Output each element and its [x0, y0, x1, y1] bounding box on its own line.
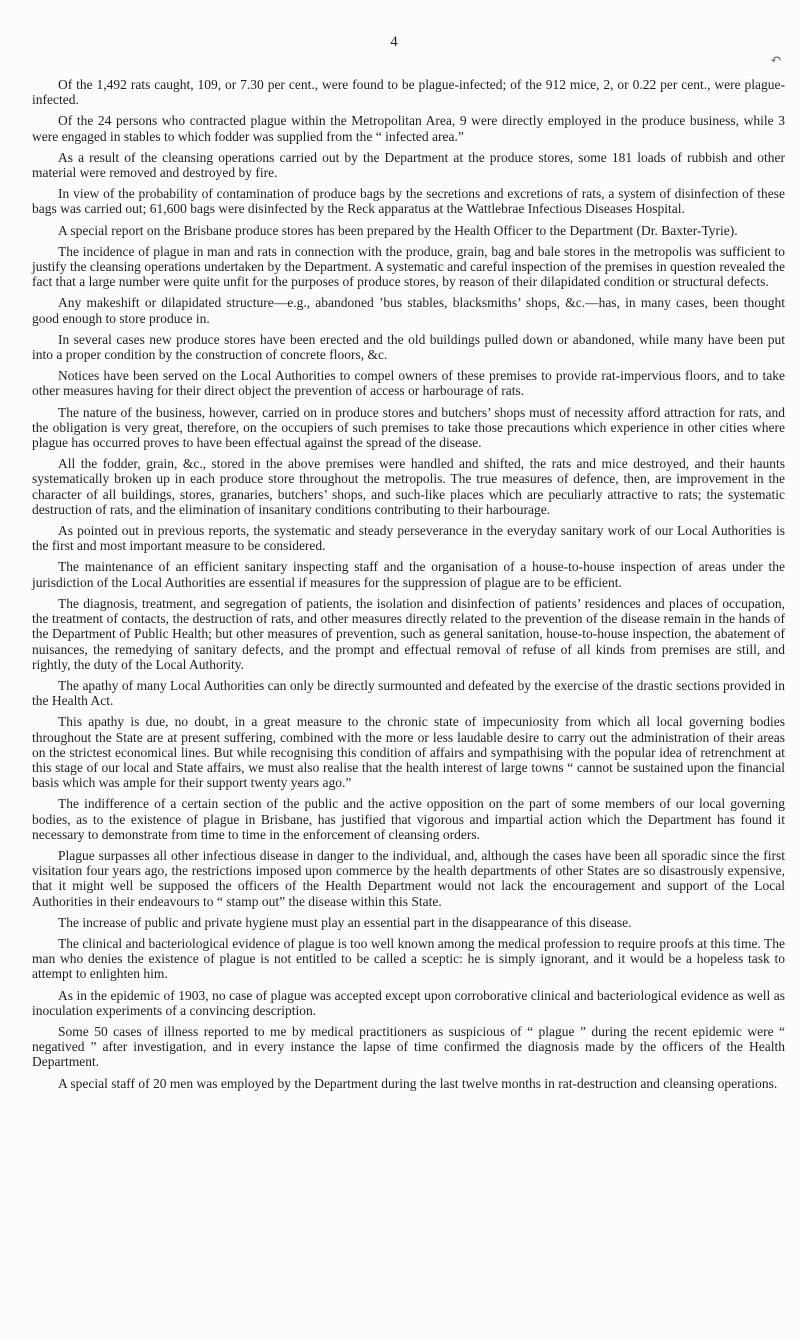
paragraph: Notices have been served on the Local Authorities to compel owners of these premises to provide rat-impervious floors, and to take other measures having for their direct object the prevention of access or harbourage of rats.: [32, 368, 785, 399]
body-text: [32, 77, 785, 1097]
paragraph: In several cases new produce stores have been erected and the old buildings pulled down or abandoned, while many have been put into a proper condition by the construction of concrete floors, &c.: [32, 331, 785, 363]
paragraph: In view of the probability of contamination of produce bags by the secretions and excretions of rats, a system of disinfection of these bags was carried out; 61,600 bags were disinfected by the Reck apparatus at the Wattlebrae Infectious Diseases Hospital.: [32, 186, 785, 217]
paragraph: A special staff of 20 men was employed by the Department during the last twelve months in rat-destruction and cleansing operations.: [58, 1075, 778, 1091]
paragraph: Any makeshift or dilapidated structure—e.g., abandoned ’bus stables, blacksmiths’ shops, &c.—has, in many cases, been thought good enough to store produce in.: [32, 295, 785, 326]
paragraph: The apathy of many Local Authorities can only be directly surmounted and defeated by the exercise of the drastic sections provided in the Health Act.: [32, 677, 785, 709]
corner-annotation-mark: ↶: [770, 53, 782, 68]
paragraph: The incidence of plague in man and rats in connection with the produce, grain, bag and bale stores in the metropolis was sufficient to justify the cleansing operations undertaken by the Department. A systematic and careful inspection of the premises in question revealed the fact that a large number were quite unfit for the purposes of produce stores, by reason of their dilapidated condition or structural defects.: [32, 243, 785, 290]
paragraph: Plague surpasses all other infectious disease in danger to the individual, and, although the cases have been all sporadic since the first visitation four years ago, the restrictions imposed upon commerce by the health departments of other States are so disastrously expensive, that it might well be supposed the officers of the Health Department would not lack the encouragement and support of the Local Authorities in their endeavours to “ stamp out” the disease within this State.: [32, 847, 785, 909]
paragraph: As pointed out in previous reports, the systematic and steady perseverance in the everyday sanitary work of our Local Authorities is the first and most important measure to be considered.: [32, 523, 785, 554]
paragraph: As a result of the cleansing operations carried out by the Department at the produce stores, some 181 loads of rubbish and other material were removed and destroyed by fire.: [32, 149, 785, 181]
page-number: 4: [390, 34, 398, 50]
paragraph: Some 50 cases of illness reported to me by medical practitioners as suspicious of “ plague ” during the recent epidemic were “ negatived ” after investigation, and in every instance the lapse of time confirmed the diagnosis made by the officers of the Health Department.: [32, 1023, 785, 1070]
paragraph: All the fodder, grain, &c., stored in the above premises were handled and shifted, the rats and mice destroyed, and their haunts systematically broken up in each produce store throughout the metropolis. The true measures of defence, then, are improvement in the character of all buildings, stores, granaries, butchers’ shops, and such-like places which are peculiarly attractive to rats; the systematic destruction of rats, and the elimination of insanitary conditions contributing to their harbourage.: [32, 456, 785, 517]
paragraph: Of the 24 persons who contracted plague within the Metropolitan Area, 9 were directly employed in the produce business, while 3 were engaged in stables to which fodder was supplied from the “ infected area.”: [32, 113, 785, 144]
paragraph: As in the epidemic of 1903, no case of plague was accepted except upon corroborative clinical and bacteriological evidence as well as inoculation experiments of a convincing description.: [32, 987, 785, 1018]
paragraph: The diagnosis, treatment, and segregation of patients, the isolation and disinfection of patients’ residences and places of occupation, the treatment of contacts, the destruction of rats, and other measures directly related to the prevention of the disease remain in the hands of the Department of Public Health; but other measures of prevention, such as general sanitation, house-to-house inspection, the abatement of nuisances, the remedying of sanitary defects, and the prompt and effectual removal of refuse of all kinds from premises are still, and rightly, the duty of the Local Authority.: [32, 595, 785, 672]
paragraph: The increase of public and private hygiene must play an essential part in the disappearance of this disease.: [58, 914, 632, 930]
paragraph: The indifference of a certain section of the public and the active opposition on the part of some members of our local governing bodies, as to the existence of plague in Brisbane, has justified that vigorous and impartial action which the Department has found it necessary to demonstrate from time to time in the enforcement of cleansing orders.: [32, 796, 785, 842]
paragraph: A special report on the Brisbane produce stores has been prepared by the Health Officer to the Department (Dr. Baxter-Tyrie).: [58, 222, 738, 238]
paragraph: The clinical and bacteriological evidence of plague is too well known among the medical profession to require proofs at this time. The man who denies the existence of plague is not entitled to be called a sceptic: he is simply ignorant, and it would be a hopeless task to attempt to enlighten him.: [32, 935, 785, 982]
paragraph: The nature of the business, however, carried on in produce stores and butchers’ shops must of necessity afford attraction for rats, and the obligation is very great, therefore, on the occupiers of such premises to take those precautions which experience in other cities where plague has occurred proves to have been effectual against the spread of the disease.: [32, 404, 785, 451]
paragraph: The maintenance of an efficient sanitary inspecting staff and the organisation of a house-to-house inspection of areas under the jurisdiction of the Local Authorities are essential if measures for the suppression of plague are to be efficient.: [32, 559, 785, 590]
paragraph: Of the 1,492 rats caught, 109, or 7.30 per cent., were found to be plague-infected; of the 912 mice, 2, or 0.22 per cent., were plague-infected.: [32, 77, 785, 108]
paragraph: This apathy is due, no doubt, in a great measure to the chronic state of impecuniosity from which all local governing bodies throughout the State are at present suffering, combined with the more or less laudable desire to carry out the administration of their areas on the strictest economical lines. But while recognising this condition of affairs and sympathising with the popular idea of retrenchment at this stage of our local and State affairs, we must also realise that the health interest of large towns “ cannot be sustained upon the financial basis which was ample for their support twenty years ago.”: [32, 714, 785, 791]
